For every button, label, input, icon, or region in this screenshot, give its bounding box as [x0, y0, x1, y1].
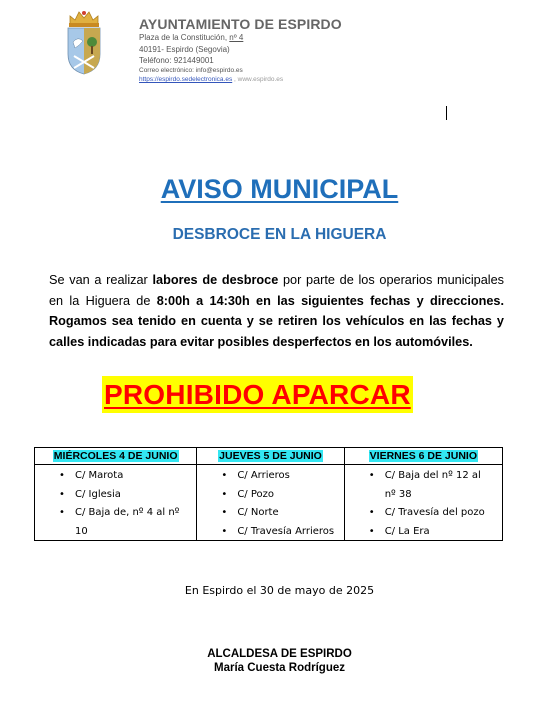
sede-link[interactable]: https://espirdo.sedelectronica.es: [139, 76, 233, 83]
schedule-column-thursday: [196, 448, 343, 540]
notice-title: AVISO MUNICIPAL: [160, 174, 399, 204]
org-name: AYUNTAMIENTO DE ESPIRDO: [139, 16, 342, 32]
list-item-continuation: nº 38: [384, 488, 412, 500]
street-list: [35, 465, 196, 541]
column-header: VIERNES 6 DE JUNIO: [345, 448, 502, 465]
paragraph-line-3: Rogamos sea tenido en cuenta y se retiren los vehículos en las fechas y: [49, 314, 504, 328]
list-item: • C/ Travesía del pozo: [368, 507, 485, 518]
list-item: • C/ Baja del nº 12 al: [368, 470, 481, 481]
street-list: [197, 465, 343, 541]
text-cursor: [446, 106, 447, 120]
org-email: Correo electrónico: info@espirdo.es: [139, 67, 243, 74]
paragraph-line-4: calles indicadas para evitar posibles desperfectos en los automóviles.: [49, 334, 473, 349]
notice-paragraph: [49, 270, 504, 352]
signer-name: María Cuesta Rodríguez: [214, 662, 345, 674]
column-header: MIÉRCOLES 4 DE JUNIO: [35, 448, 196, 465]
list-item: • C/ Iglesia: [59, 488, 121, 500]
no-parking-warning: PROHIBIDO APARCAR: [102, 376, 413, 413]
org-phone: Teléfono: 921449001: [139, 56, 214, 65]
schedule-table: [34, 447, 503, 541]
org-address: Plaza de la Constitución, nº 4: [139, 33, 244, 42]
schedule-column-wednesday: [35, 448, 196, 540]
list-item: • C/ Pozo: [221, 488, 275, 500]
list-item: • C/ La Era: [368, 525, 430, 537]
list-item: • C/ Arrieros: [221, 470, 290, 481]
list-item: • C/ Marota: [59, 470, 124, 481]
notice-subtitle: DESBROCE EN LA HIGUERA: [172, 226, 387, 243]
list-item-continuation: 10: [75, 525, 88, 537]
signer-title: ALCALDESA DE ESPIRDO: [207, 648, 352, 660]
paragraph-line-1: Se van a realizar labores de desbroce por parte de los operarios municipales: [49, 273, 505, 287]
org-postal: 40191- Espirdo (Segovia): [139, 45, 230, 54]
org-links: https://espirdo.sedelectronica.es , www.espirdo.es: [139, 76, 284, 83]
list-item: • C/ Norte: [221, 507, 279, 518]
municipal-crest-icon: [64, 8, 104, 76]
column-header: JUEVES 5 DE JUNIO: [197, 448, 343, 465]
schedule-column-friday: [344, 448, 502, 540]
paragraph-line-2: en la Higuera de 8:00h a 14:30h en las siguientes fechas y direcciones.: [49, 293, 505, 308]
list-item: • C/ Travesía Arrieros: [221, 525, 335, 537]
list-item: • C/ Baja de, nº 4 al nº: [59, 507, 180, 518]
web-link[interactable]: www.espirdo.es: [237, 76, 284, 83]
document-date: En Espirdo el 30 de mayo de 2025: [184, 584, 375, 597]
street-list: [345, 465, 502, 541]
